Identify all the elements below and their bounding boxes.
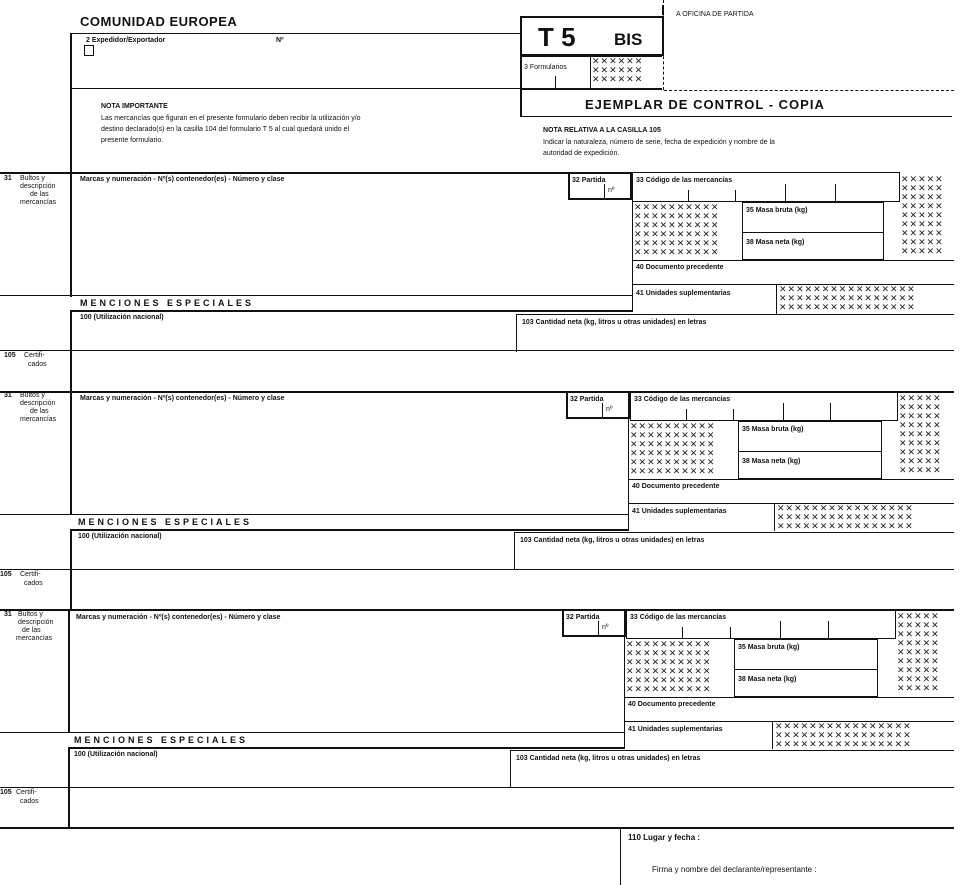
item2-marks-label[interactable]: Marcas y numeración - Nº(s) contenedor(es) - Número y clase xyxy=(80,395,285,402)
item3-partida-label: 32 Partida xyxy=(566,614,600,621)
important-note-title: NOTA IMPORTANTE xyxy=(101,103,168,110)
item3-codigo-tick3 xyxy=(780,621,781,639)
item1-cert-line1: Certifi- xyxy=(24,352,45,359)
item3-menciones-bottom xyxy=(68,747,624,749)
item1-codigo-tick4 xyxy=(835,184,836,202)
notes-top-line xyxy=(70,88,520,89)
important-note-line1: Las mercancías que figuran en el presente formulario deben recibir la utilización y/o xyxy=(101,115,361,122)
item1-right-hatch: ✕✕✕✕✕ ✕✕✕✕✕ ✕✕✕✕✕ ✕✕✕✕✕ ✕✕✕✕✕ ✕✕✕✕✕ ✕✕✕✕✕ ✕✕✕✕✕ ✕✕✕✕✕ xyxy=(901,176,944,257)
item1-left-hatch: ✕✕✕✕✕✕✕✕✕✕ ✕✕✕✕✕✕✕✕✕✕ ✕✕✕✕✕✕✕✕✕✕ ✕✕✕✕✕✕✕✕✕✕ ✕✕✕✕✕✕✕✕✕✕ ✕✕✕✕✕✕✕✕✕✕ xyxy=(634,204,720,258)
firma-label[interactable]: Firma y nombre del declarante/representante : xyxy=(652,865,817,874)
box3-label: 3 Formularios xyxy=(524,64,567,71)
item1-partida-label: 32 Partida xyxy=(572,177,606,184)
item2-menciones-line xyxy=(0,514,628,515)
item2-menciones-label: MENCIONES ESPECIALES xyxy=(78,517,253,527)
box105-note-line2: autoridad de expedición. xyxy=(543,150,620,157)
item3-menciones-line xyxy=(0,732,624,733)
item2-unid-top-line xyxy=(628,503,954,504)
box3-hatch: ✕✕✕✕✕✕ ✕✕✕✕✕✕ ✕✕✕✕✕✕ xyxy=(592,58,644,85)
item3-cert-line1: Certifi- xyxy=(16,789,37,796)
item3-partida-no: nº xyxy=(602,624,609,631)
item1-codigo-tick1 xyxy=(688,190,689,202)
box2-label[interactable]: 2 Expedidor/Exportador xyxy=(86,37,166,44)
item2-unidades-label[interactable]: 41 Unidades suplementarias xyxy=(632,508,727,515)
box2-number: Nº xyxy=(276,37,284,44)
box-a-label: A OFICINA DE PARTIDA xyxy=(676,11,754,18)
item1-utilizacion-label[interactable]: 100 (Utilización nacional) xyxy=(80,314,164,321)
item1-masa-bruta-label: 35 Masa bruta (kg) xyxy=(746,207,808,214)
item1-cantidad-label[interactable]: 103 Cantidad neta (kg, litros u otras unidades) en letras xyxy=(522,319,707,326)
copy-bottom-line xyxy=(520,116,952,117)
item3-masa-bruta-label: 35 Masa bruta (kg) xyxy=(738,644,800,651)
item1-menciones-bottom xyxy=(70,310,632,312)
item3-codigo-label: 33 Código de las mercancías xyxy=(630,614,727,621)
left-frame-line xyxy=(70,33,72,297)
item1-marks-label[interactable]: Marcas y numeración - Nº(s) contenedor(es) - Número y clase xyxy=(80,176,285,183)
item2-codigo-tick2 xyxy=(733,409,734,421)
cut-line-horizontal xyxy=(664,90,954,91)
item2-codigo-tick1 xyxy=(686,409,687,421)
item2-masa-divider xyxy=(738,451,882,452)
item3-box31-line3: de las xyxy=(22,627,41,634)
box105-note-title: NOTA RELATIVA A LA CASILLA 105 xyxy=(543,127,661,134)
item1-cert-num: 105 xyxy=(4,352,16,359)
box3-tick xyxy=(555,76,556,88)
item1-unid-top-line xyxy=(632,284,954,285)
item2-partida-no: nº xyxy=(606,406,613,413)
item3-marks-label[interactable]: Marcas y numeración - Nº(s) contenedor(es) - Número y clase xyxy=(76,614,281,621)
item2-partida-label: 32 Partida xyxy=(570,396,604,403)
important-note-line2: destino declarado(s) en la casilla 104 del formulario T 5 al cual quedará unido el xyxy=(101,126,350,133)
item3-box31-line1: Bultos y xyxy=(18,611,43,618)
item2-masa-neta-label: 38 Masa neta (kg) xyxy=(742,458,801,465)
item2-box31-line4: mercancías xyxy=(20,416,57,423)
item3-cantidad-label[interactable]: 103 Cantidad neta (kg, litros u otras unidades) en letras xyxy=(516,755,701,762)
item3-partida-divider xyxy=(598,621,599,637)
item2-codigo-tick4 xyxy=(830,403,831,421)
item1-menciones-line xyxy=(0,295,632,296)
footer-divider xyxy=(620,827,621,885)
item2-cantidad-divider xyxy=(514,532,515,570)
box2-top-line xyxy=(70,33,520,34)
lugar-fecha-label[interactable]: 110 Lugar y fecha : xyxy=(628,833,701,842)
item2-cert-top xyxy=(0,569,954,570)
item3-unid-hatch: ✕✕✕✕✕✕✕✕✕✕✕✕✕✕✕✕ ✕✕✕✕✕✕✕✕✕✕✕✕✕✕✕✕ ✕✕✕✕✕✕✕✕✕✕✕✕✕✕✕✕ xyxy=(775,723,912,749)
item3-left-hatch: ✕✕✕✕✕✕✕✕✕✕ ✕✕✕✕✕✕✕✕✕✕ ✕✕✕✕✕✕✕✕✕✕ ✕✕✕✕✕✕✕✕✕✕ ✕✕✕✕✕✕✕✕✕✕ ✕✕✕✕✕✕✕✕✕✕ xyxy=(626,641,712,695)
item2-cert-num: 105 xyxy=(0,571,12,578)
item1-masa-divider xyxy=(742,232,884,233)
item1-cantidad-divider xyxy=(516,314,517,352)
item2-right-divider xyxy=(628,391,629,531)
item1-box31-num: 31 xyxy=(4,175,12,182)
item3-left-frame-lower xyxy=(68,747,70,827)
item1-left-frame xyxy=(70,310,72,392)
item1-top-line xyxy=(0,172,632,174)
box2-checkbox[interactable] xyxy=(84,45,94,56)
item2-unid-hatch: ✕✕✕✕✕✕✕✕✕✕✕✕✕✕✕✕ ✕✕✕✕✕✕✕✕✕✕✕✕✕✕✕✕ ✕✕✕✕✕✕✕✕✕✕✕✕✕✕✕✕ xyxy=(777,505,914,531)
item3-codigo-tick2 xyxy=(730,627,731,639)
item3-unid-top-line xyxy=(624,721,954,722)
community-title: COMUNIDAD EUROPEA xyxy=(80,14,238,29)
item2-codigo-label: 33 Código de las mercancías xyxy=(634,396,731,403)
item1-cert-top xyxy=(0,350,954,351)
copy-top-line xyxy=(520,88,662,90)
item3-codigo-tick1 xyxy=(682,627,683,639)
item3-codigo-tick4 xyxy=(828,621,829,639)
item2-partida-divider xyxy=(602,403,603,419)
item2-utilizacion-label[interactable]: 100 (Utilización nacional) xyxy=(78,533,162,540)
item1-masa-neta-label: 38 Masa neta (kg) xyxy=(746,239,805,246)
item2-right-hatch: ✕✕✕✕✕ ✕✕✕✕✕ ✕✕✕✕✕ ✕✕✕✕✕ ✕✕✕✕✕ ✕✕✕✕✕ ✕✕✕✕✕ ✕✕✕✕✕ ✕✕✕✕✕ xyxy=(899,395,942,476)
item3-right-divider xyxy=(624,609,625,749)
item1-codigo-tick3 xyxy=(785,184,786,202)
item2-left-frame xyxy=(70,391,72,515)
item2-doc-top-line xyxy=(628,479,954,480)
item2-cantidad-label[interactable]: 103 Cantidad neta (kg, litros u otras unidades) en letras xyxy=(520,537,705,544)
item1-codigo-tick2 xyxy=(735,190,736,202)
item3-masa-divider xyxy=(734,669,878,670)
box105-note-line1: Indicar la naturaleza, número de serie, fecha de expedición y nombre de la xyxy=(543,139,775,146)
item1-partida-divider xyxy=(604,184,605,200)
t5-title-box xyxy=(520,16,664,56)
item3-box31-num: 31 xyxy=(4,611,12,618)
form-bis: BIS xyxy=(614,30,643,49)
item2-masa-bruta-label: 35 Masa bruta (kg) xyxy=(742,426,804,433)
item1-unid-divider xyxy=(776,284,777,314)
item2-box31-line2: descripción xyxy=(20,400,56,407)
item3-left-frame xyxy=(68,609,70,733)
item1-doc-top-line xyxy=(632,260,954,261)
item3-utilizacion-label[interactable]: 100 (Utilización nacional) xyxy=(74,751,158,758)
item2-unid-divider xyxy=(774,503,775,531)
item2-cert-line1: Certifi- xyxy=(20,571,41,578)
item1-right-divider xyxy=(632,172,633,312)
box3-top-line xyxy=(520,56,662,57)
item1-codigo-label: 33 Código de las mercancías xyxy=(636,177,733,184)
box3-divider xyxy=(590,56,591,88)
item3-box31-line4: mercancías xyxy=(16,635,53,642)
form-code: T 5 xyxy=(538,22,576,52)
item3-unidades-label[interactable]: 41 Unidades suplementarias xyxy=(628,726,723,733)
item3-unid-divider xyxy=(772,721,773,749)
item3-cantidad-divider xyxy=(510,750,511,788)
item3-cantidad-top xyxy=(510,750,954,751)
corner-mark xyxy=(662,5,664,15)
item1-unid-hatch: ✕✕✕✕✕✕✕✕✕✕✕✕✕✕✕✕ ✕✕✕✕✕✕✕✕✕✕✕✕✕✕✕✕ ✕✕✕✕✕✕✕✕✕✕✕✕✕✕✕✕ xyxy=(779,286,916,313)
item1-unidades-label[interactable]: 41 Unidades suplementarias xyxy=(636,290,731,297)
item2-cantidad-top xyxy=(514,532,954,533)
footer-top-line xyxy=(0,827,954,829)
item1-cantidad-top xyxy=(516,314,954,315)
item3-cert-line2: cados xyxy=(20,798,39,805)
item3-masa-neta-label: 38 Masa neta (kg) xyxy=(738,676,797,683)
header-divider xyxy=(520,16,522,116)
item1-cert-line2: cados xyxy=(28,361,47,368)
item2-left-frame-lower xyxy=(70,529,72,609)
item1-box31-line1: Bultos y xyxy=(20,175,45,182)
item1-box31-line4: mercancías xyxy=(20,199,57,206)
item3-cert-top xyxy=(0,787,954,788)
item3-doc-top-line xyxy=(624,697,954,698)
item2-left-hatch: ✕✕✕✕✕✕✕✕✕✕ ✕✕✕✕✕✕✕✕✕✕ ✕✕✕✕✕✕✕✕✕✕ ✕✕✕✕✕✕✕✕✕✕ ✕✕✕✕✕✕✕✕✕✕ ✕✕✕✕✕✕✕✕✕✕ xyxy=(630,423,716,477)
item2-box31-num: 31 xyxy=(4,392,12,399)
item2-box31-line1: Bultos y xyxy=(20,392,45,399)
item3-menciones-label: MENCIONES ESPECIALES xyxy=(74,735,249,745)
item2-documento-label[interactable]: 40 Documento precedente xyxy=(632,483,720,490)
item1-box31-line3: de las xyxy=(30,191,49,198)
item3-box31-line2: descripción xyxy=(18,619,54,626)
item2-menciones-bottom xyxy=(70,529,628,531)
item1-box31-line2: descripción xyxy=(20,183,56,190)
item1-menciones-label: MENCIONES ESPECIALES xyxy=(80,298,255,308)
item3-right-hatch: ✕✕✕✕✕ ✕✕✕✕✕ ✕✕✕✕✕ ✕✕✕✕✕ ✕✕✕✕✕ ✕✕✕✕✕ ✕✕✕✕✕ ✕✕✕✕✕ ✕✕✕✕✕ xyxy=(897,613,940,694)
item2-cert-line2: cados xyxy=(24,580,43,587)
item2-box31-line3: de las xyxy=(30,408,49,415)
item1-partida-no: nº xyxy=(608,187,615,194)
important-note-line3: presente formulario. xyxy=(101,137,164,144)
item3-documento-label[interactable]: 40 Documento precedente xyxy=(628,701,716,708)
item2-codigo-tick3 xyxy=(783,403,784,421)
item3-cert-num: 105 xyxy=(0,789,12,796)
copy-title: EJEMPLAR DE CONTROL - COPIA xyxy=(585,97,825,112)
item1-documento-label[interactable]: 40 Documento precedente xyxy=(636,264,724,271)
